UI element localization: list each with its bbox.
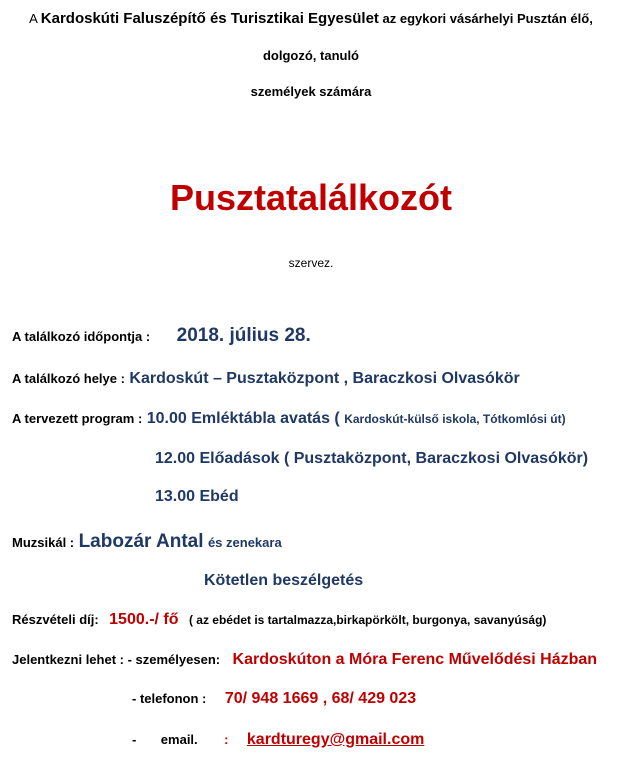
intro-suffix: az egykori vásárhelyi Pusztán élő, — [382, 11, 593, 26]
phone-value: 70/ 948 1669 , 68/ 429 023 — [224, 690, 417, 707]
fee-label: Részvételi díj: — [12, 612, 99, 627]
organization-name: Kardoskúti Faluszépítő és Turisztikai Egyesület — [40, 10, 379, 27]
email-label: email. — [160, 732, 198, 747]
date-row — [12, 325, 311, 347]
fee-value: 1500.-/ fő — [109, 611, 179, 628]
page-subtitle: szervez. — [288, 256, 334, 270]
music-label: Muzsikál : — [12, 535, 75, 550]
date-value: 2018. július 28. — [176, 325, 311, 346]
program-item-3: 13.00 Ebéd — [155, 488, 239, 505]
program-item-1-detail: Kardoskút-külső iskola, Tótkomlósi út) — [344, 412, 566, 426]
phone-row — [132, 690, 416, 708]
email-dash: - — [132, 732, 137, 747]
music-name: Labozár Antal — [78, 531, 204, 552]
program-item-1: 10.00 Emléktábla avatás ( — [146, 410, 340, 427]
chat-line: Kötetlen beszélgetés — [204, 572, 364, 589]
intro-line-2: dolgozó, tanuló — [262, 48, 360, 63]
email-colon: : — [224, 732, 229, 747]
email-row — [132, 731, 424, 749]
place-label: A találkozó helye : — [12, 371, 125, 386]
place-row — [12, 370, 520, 388]
music-row — [12, 531, 282, 553]
intro-prefix: A — [29, 11, 38, 26]
program-label: A tervezett program : — [12, 411, 143, 426]
program-row-1 — [12, 410, 566, 428]
register-in-person: Kardoskúton a Móra Ferenc Művelődési Házban — [232, 651, 598, 668]
place-value: Kardoskút – Pusztaközpont , Baraczkosi Olvasókör — [129, 370, 520, 387]
register-row — [12, 651, 597, 669]
email-link[interactable]: kardturegy@gmail.com — [246, 731, 425, 748]
date-label: A találkozó időpontja : — [12, 329, 151, 344]
music-suffix: és zenekara — [207, 535, 282, 550]
program-item-2: 12.00 Előadások ( Pusztaközpont, Baraczkosi Olvasókör) — [155, 450, 589, 467]
phone-label: - telefonon : — [132, 691, 207, 706]
register-label: Jelentkezni lehet : - személyesen: — [12, 652, 221, 667]
fee-row — [12, 611, 546, 629]
page-title: Pusztatalálkozót — [169, 177, 453, 218]
fee-detail: ( az ebédet is tartalmazza,birkapörkölt, burgonya, savanyúság) — [188, 613, 547, 627]
intro-line-1 — [0, 10, 622, 27]
intro-line-3: személyek számára — [250, 84, 372, 99]
